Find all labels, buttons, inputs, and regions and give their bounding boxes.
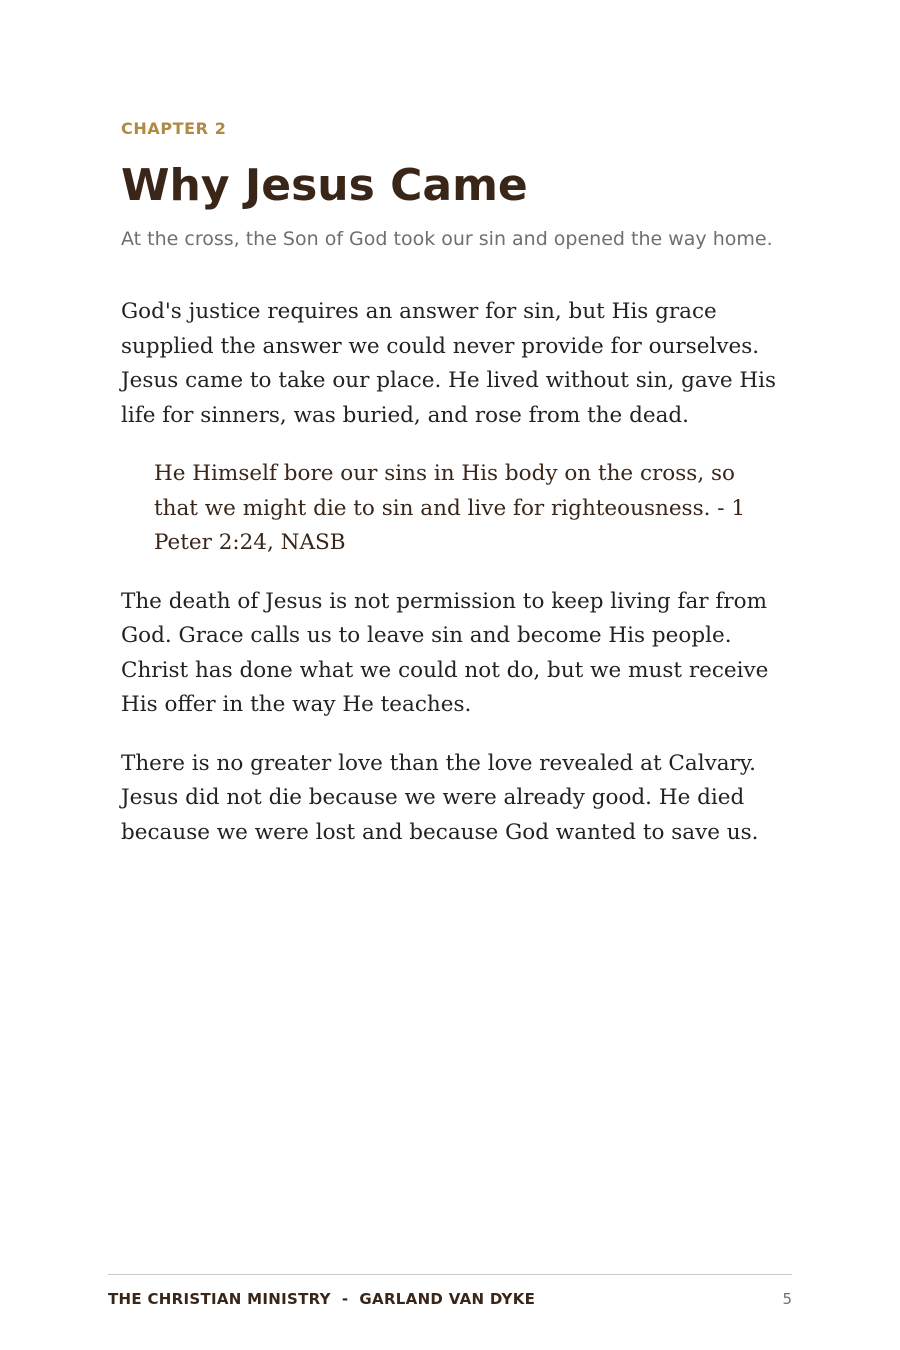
chapter-label: CHAPTER 2: [121, 119, 227, 138]
chapter-title: Why Jesus Came: [121, 160, 528, 211]
page-number: 5: [782, 1290, 792, 1308]
body-paragraph-2: The death of Jesus is not permission to keep living far from God. Grace calls us to leave sin and become His people. Christ has done what we could not do, but we must receive His offer in the way He teaches.: [121, 588, 769, 717]
scripture-quote: He Himself bore our sins in His body on the cross, so that we might die to sin and live for righteousness. - 1 Peter 2:24, NASB: [154, 461, 746, 555]
chapter-subtitle: At the cross, the Son of God took our sin and opened the way home.: [121, 228, 773, 250]
chapter-content: [121, 118, 781, 850]
footer-running-title: THE CHRISTIAN MINISTRY - GARLAND VAN DYKE: [108, 1290, 536, 1308]
body-paragraph-1: God's justice requires an answer for sin, but His grace supplied the answer we could never provide for ourselves. Jesus came to take our place. He lived without sin, gave His life for sinners, was buried, and rose from the dead.: [121, 299, 777, 428]
body-paragraph-3: There is no greater love than the love revealed at Calvary. Jesus did not die because we were already good. He died because we were lost and because God wanted to save us.: [121, 750, 759, 845]
footer-divider: [108, 1274, 792, 1275]
